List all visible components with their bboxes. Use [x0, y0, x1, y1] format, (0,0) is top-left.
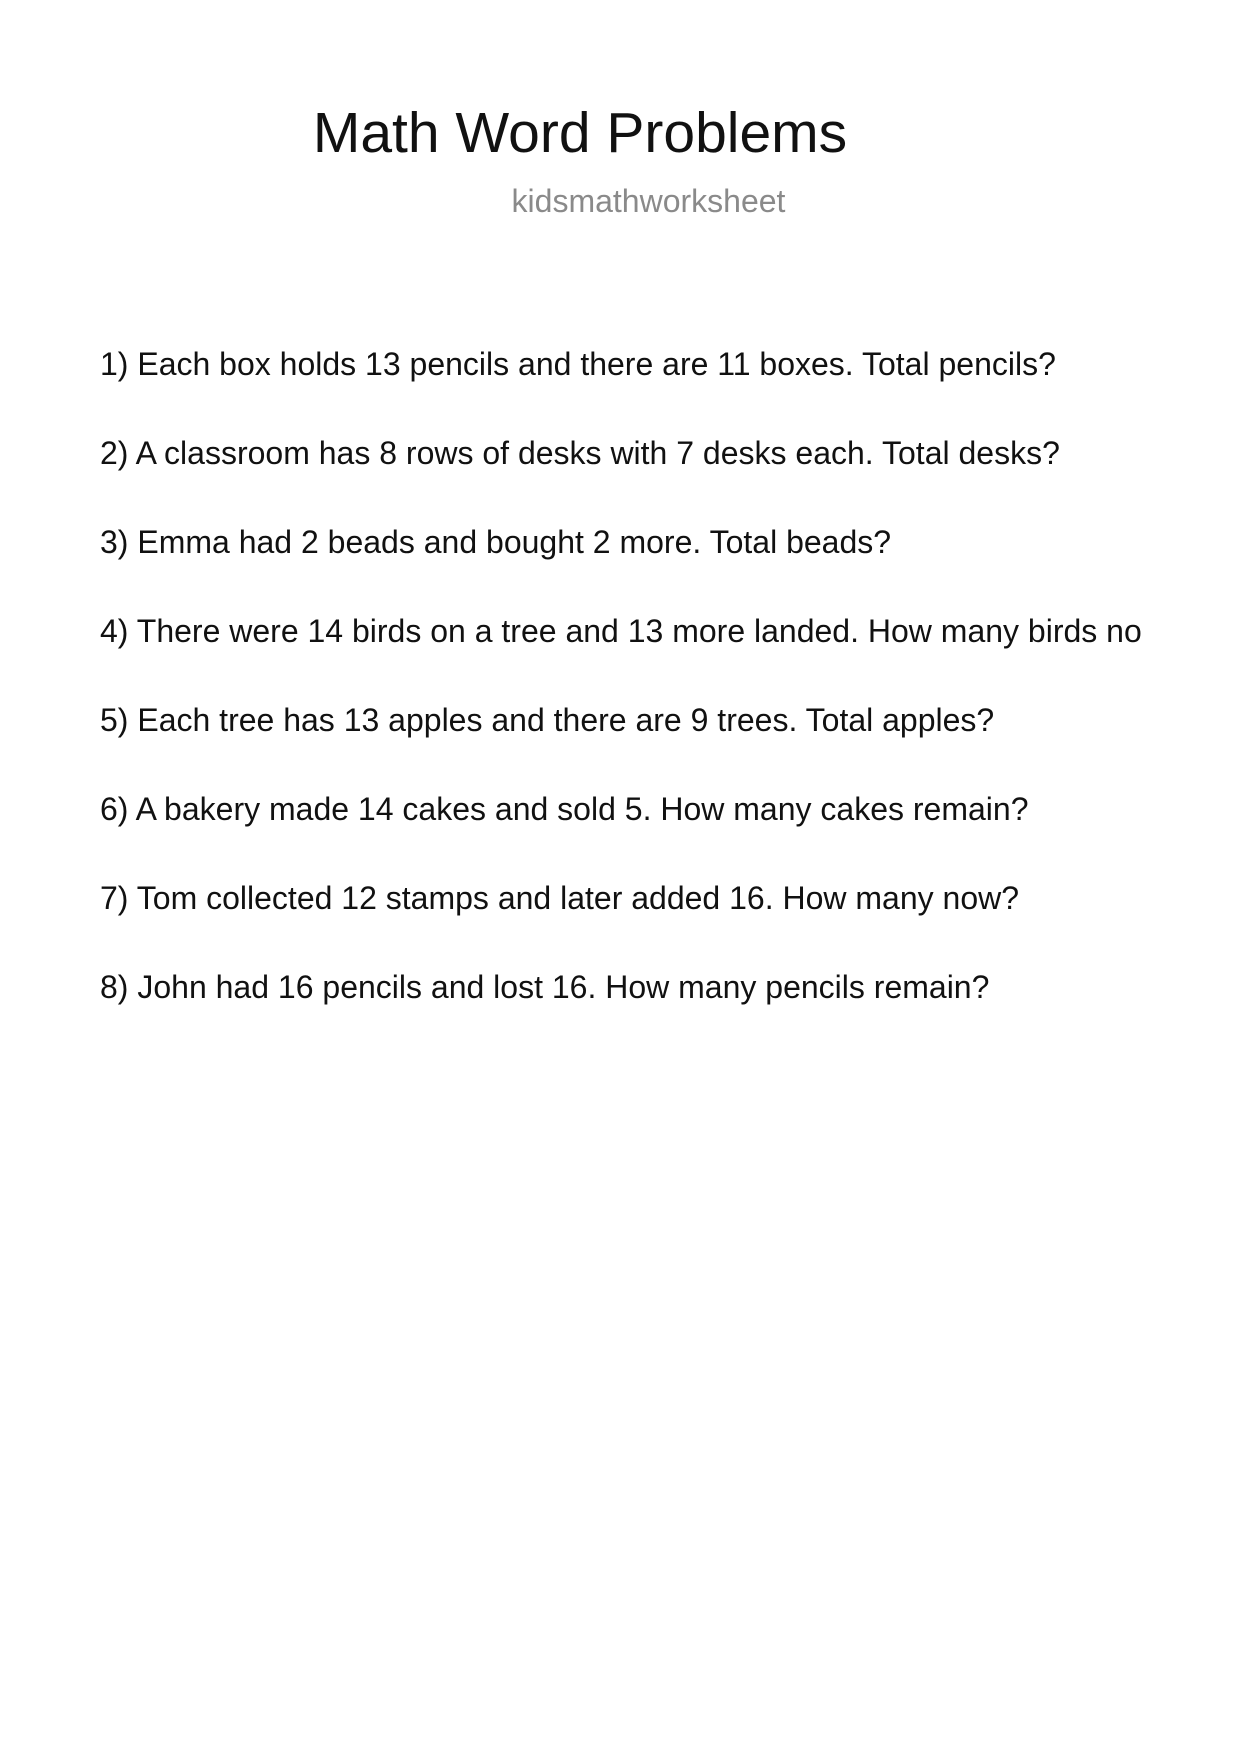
problem-list: [100, 344, 1240, 1056]
problem-item-4: 4) There were 14 birds on a tree and 13 more landed. How many birds no: [100, 613, 1142, 649]
page-title: Math Word Problems: [312, 101, 848, 165]
problem-item-7: 7) Tom collected 12 stamps and later added 16. How many now?: [100, 880, 1020, 916]
page-subtitle: kidsmathworksheet: [511, 183, 786, 219]
problem-item-2: 2) A classroom has 8 rows of desks with 7 desks each. Total desks?: [100, 435, 1060, 471]
problem-item-6: 6) A bakery made 14 cakes and sold 5. How many cakes remain?: [100, 791, 1029, 827]
problem-item-8: 8) John had 16 pencils and lost 16. How many pencils remain?: [100, 969, 990, 1005]
problem-item-1: 1) Each box holds 13 pencils and there are 11 boxes. Total pencils?: [100, 346, 1056, 382]
problem-item-3: 3) Emma had 2 beads and bought 2 more. Total beads?: [100, 524, 892, 560]
problem-item-5: 5) Each tree has 13 apples and there are 9 trees. Total apples?: [100, 702, 995, 738]
